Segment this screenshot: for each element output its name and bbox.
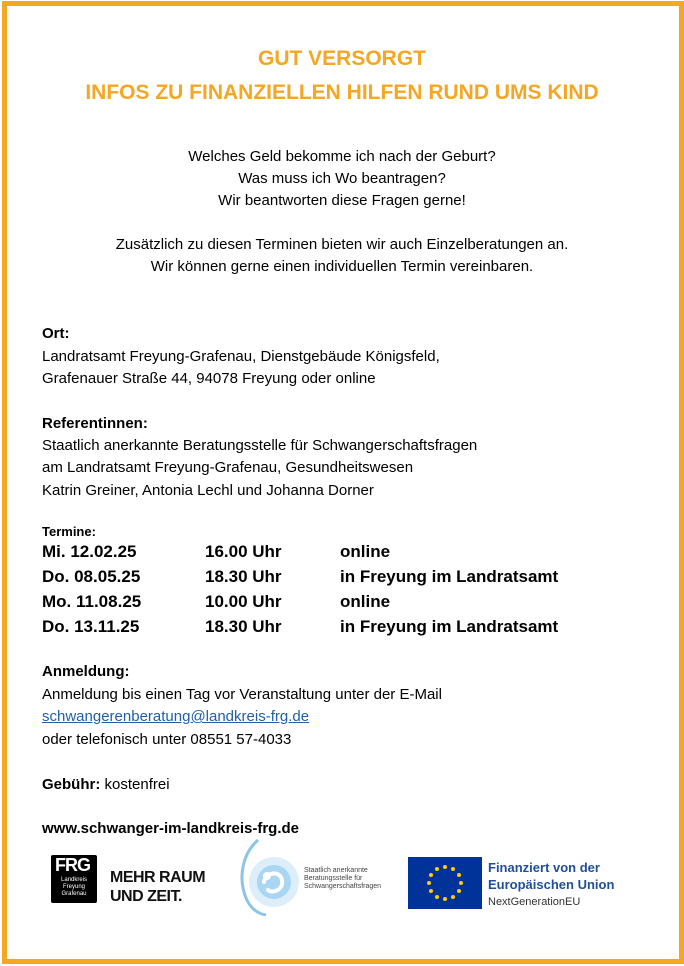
referentinnen-line-3: Katrin Greiner, Antonia Lechl und Johanna Dorner [42, 482, 374, 499]
ort-line-2: Grafenauer Straße 44, 94078 Freyung oder online [42, 370, 376, 387]
termin-place: online [340, 592, 391, 611]
termin-place: in Freyung im Landratsamt [340, 617, 559, 636]
frg-logo-line: Landkreis [60, 877, 87, 883]
gebuehr-value: kostenfrei [104, 776, 170, 793]
termin-date: Do. 08.05.25 [42, 567, 141, 586]
beratungsstelle-line: Schwangerschaftsfragen [304, 883, 382, 890]
eu-funding-line-1: Finanziert von der [488, 860, 600, 875]
intro-question-2: Was muss ich Wo beantragen? [238, 170, 446, 187]
website-url[interactable]: www.schwanger-im-landkreis-frg.de [42, 820, 299, 837]
anmeldung-line-1: Anmeldung bis einen Tag vor Veranstaltung unter der E-Mail [42, 686, 442, 703]
intro-question-1: Welches Geld bekomme ich nach der Geburt? [188, 148, 496, 165]
termin-date: Mi. 12.02.25 [42, 542, 137, 561]
beratungsstelle-line: Beratungsstelle für [304, 875, 363, 882]
gebuehr [42, 774, 170, 796]
termin-time: 10.00 Uhr [205, 592, 282, 611]
anmeldung-phone: oder telefonisch unter 08551 57-4033 [42, 731, 292, 748]
eu-funding-text [488, 859, 614, 893]
intro-answer: Wir beantworten diese Fragen gerne! [218, 192, 466, 209]
email-link[interactable]: schwangerenberatung@landkreis-frg.de [42, 708, 310, 725]
intro-extra-2: Wir können gerne einen individuellen Termin vereinbaren. [150, 258, 534, 275]
frg-logo-subtext [51, 877, 97, 898]
frg-logo-line: Freyung [62, 884, 85, 890]
eu-funding-line-2: Europäischen Union [488, 877, 615, 892]
ort-label: Ort: [42, 325, 70, 342]
beratungsstelle-line: Staatlich anerkannte [304, 867, 368, 874]
slogan [110, 868, 205, 906]
slogan-line-1: MEHR RAUM [110, 869, 206, 886]
referentinnen-line-1: Staatlich anerkannte Beratungsstelle für Schwangerschaftsfragen [42, 437, 478, 454]
slogan-line-2: UND ZEIT. [110, 888, 182, 905]
anmeldung-email-wrap [42, 706, 309, 728]
termin-time: 18.30 Uhr [205, 617, 282, 636]
termin-time: 18.30 Uhr [205, 567, 282, 586]
termin-place: online [340, 542, 391, 561]
gebuehr-label: Gebühr: [42, 776, 101, 793]
termin-time: 16.00 Uhr [205, 542, 282, 561]
frg-logo-text: FRG [55, 855, 90, 875]
title-line-1: GUT VERSORGT [257, 47, 426, 70]
frg-logo [51, 855, 97, 903]
intro-extra-1: Zusätzlich zu diesen Terminen bieten wir auch Einzelberatungen an. [115, 236, 569, 253]
termin-date: Mo. 11.08.25 [42, 592, 142, 611]
termin-date: Do. 13.11.25 [42, 617, 140, 636]
eu-nextgen-text: NextGenerationEU [488, 896, 581, 908]
beratungsstelle-logo-icon [236, 838, 300, 916]
anmeldung-label: Anmeldung: [42, 663, 130, 680]
referentinnen-line-2: am Landratsamt Freyung-Grafenau, Gesundheitswesen [42, 459, 414, 476]
frg-logo-line: Grafenau [61, 891, 87, 897]
termine-label: Termine: [42, 524, 96, 539]
eu-flag-icon [408, 857, 482, 909]
beratungsstelle-logo-text [304, 867, 381, 891]
termin-place: in Freyung im Landratsamt [340, 567, 559, 586]
referentinnen-label: Referentinnen: [42, 415, 148, 432]
title-line-2: INFOS ZU FINANZIELLEN HILFEN RUND UMS KIND [85, 81, 599, 104]
ort-line-1: Landratsamt Freyung-Grafenau, Dienstgebäude Königsfeld, [42, 348, 440, 365]
